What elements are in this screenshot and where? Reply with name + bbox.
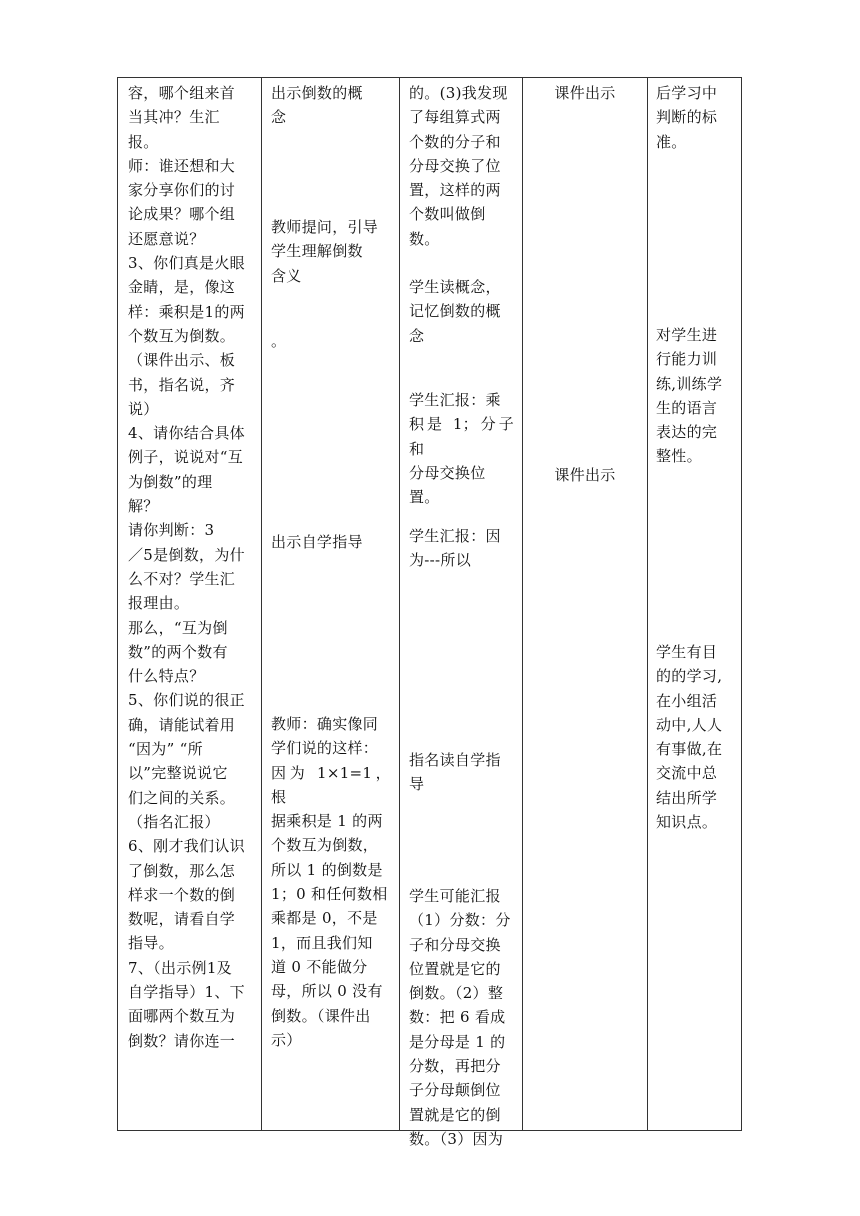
judgement-standard-text: 后学习中 判断的标 准。 — [656, 84, 718, 151]
design-intent-column — [648, 78, 743, 1130]
purposeful-learning-text: 学生有目 的的学习, 在小组活 动中,人人 有事做,在 交流中总 结出所学 知识点。 — [656, 643, 723, 832]
teacher-question-text: 教师提问，引导 学生理解倒数 含义 — [271, 218, 379, 285]
courseware-label-2: 课件出示 — [554, 466, 616, 484]
punctuation-mark: 。 — [271, 332, 287, 350]
media-column — [523, 78, 648, 1130]
teaching-process-column — [118, 78, 262, 1130]
student-report-text: 学生汇报：乘 积是 1；分子和 分母交换位 置。 — [409, 391, 514, 507]
student-read-concept-text: 学生读概念， 记忆倒数的概 念 — [409, 278, 501, 345]
courseware-label-1: 课件出示 — [554, 84, 616, 102]
student-possible-report-text: 学生可能汇报 （1）分数：分 子和分母交换 位置就是它的 倒数。（2）整 数：把 6 看成 是分母是 1 的 分数，再把分 子分母颠倒位 置就是它的倒 数。（3）因为 — [409, 887, 511, 1148]
show-concept-text: 出示倒数的概 念 — [271, 84, 363, 127]
student-activity-column — [400, 78, 523, 1148]
teacher-explanation-text: 教师：确实像同 学们说的这样： 因为 1×1=1，根 据乘积是 1 的两 个数互为倒数， 所以 1 的倒数是 1；0 和任何数相 乘都是 0，不是 1，而且我们知 道 0 不能做分 母，所以 0 没有 倒数。（课件出 示） — [271, 715, 391, 1049]
student-report-because-text: 学生汇报：因 为---所以 — [409, 527, 501, 570]
ability-training-text: 对学生进 行能力训 练,训练学 生的语言 表达的完 整性。 — [656, 326, 723, 466]
teacher-dialogue-text: 容，哪个组来首 当其冲？生汇 报。 师：谁还想和大 家分享你们的讨 论成果？哪个组 还愿意说？ 3、你们真是火眼 金睛，是，像这 样：乘积是1的两 个数互为倒数。 （课件出示、板 书，指名说，齐 说） 4、请你结合具体 例子，说说对“互 为倒数”的理 解？ 请你判断：3 ／5是倒数，为什 么不对？学生汇 报理由。 那么，“互为倒 数”的两个数有 什么特点？ 5、你们说的很正 确，请能试着用 “因为” “所 以”完整说说它 们之间的关系。 （指名汇报） 6、刚才我们认识 了倒数，那么怎 样求一个数的倒 数呢，请看自学 指导。 7、（出示例1及 自学指导）1、下 面哪两个数互为 倒数？请你连一 — [128, 84, 245, 1050]
student-discovery-text: 的。(3)我发现 了每组算式两 个数的分子和 分母交换了位 置，这样的两 个数叫做倒 数。 — [409, 84, 508, 248]
read-self-study-text: 指名读自学指 导 — [409, 751, 501, 794]
lesson-plan-table — [117, 77, 742, 1148]
teacher-activity-column — [262, 78, 400, 1130]
show-self-study-text: 出示自学指导 — [271, 533, 363, 551]
